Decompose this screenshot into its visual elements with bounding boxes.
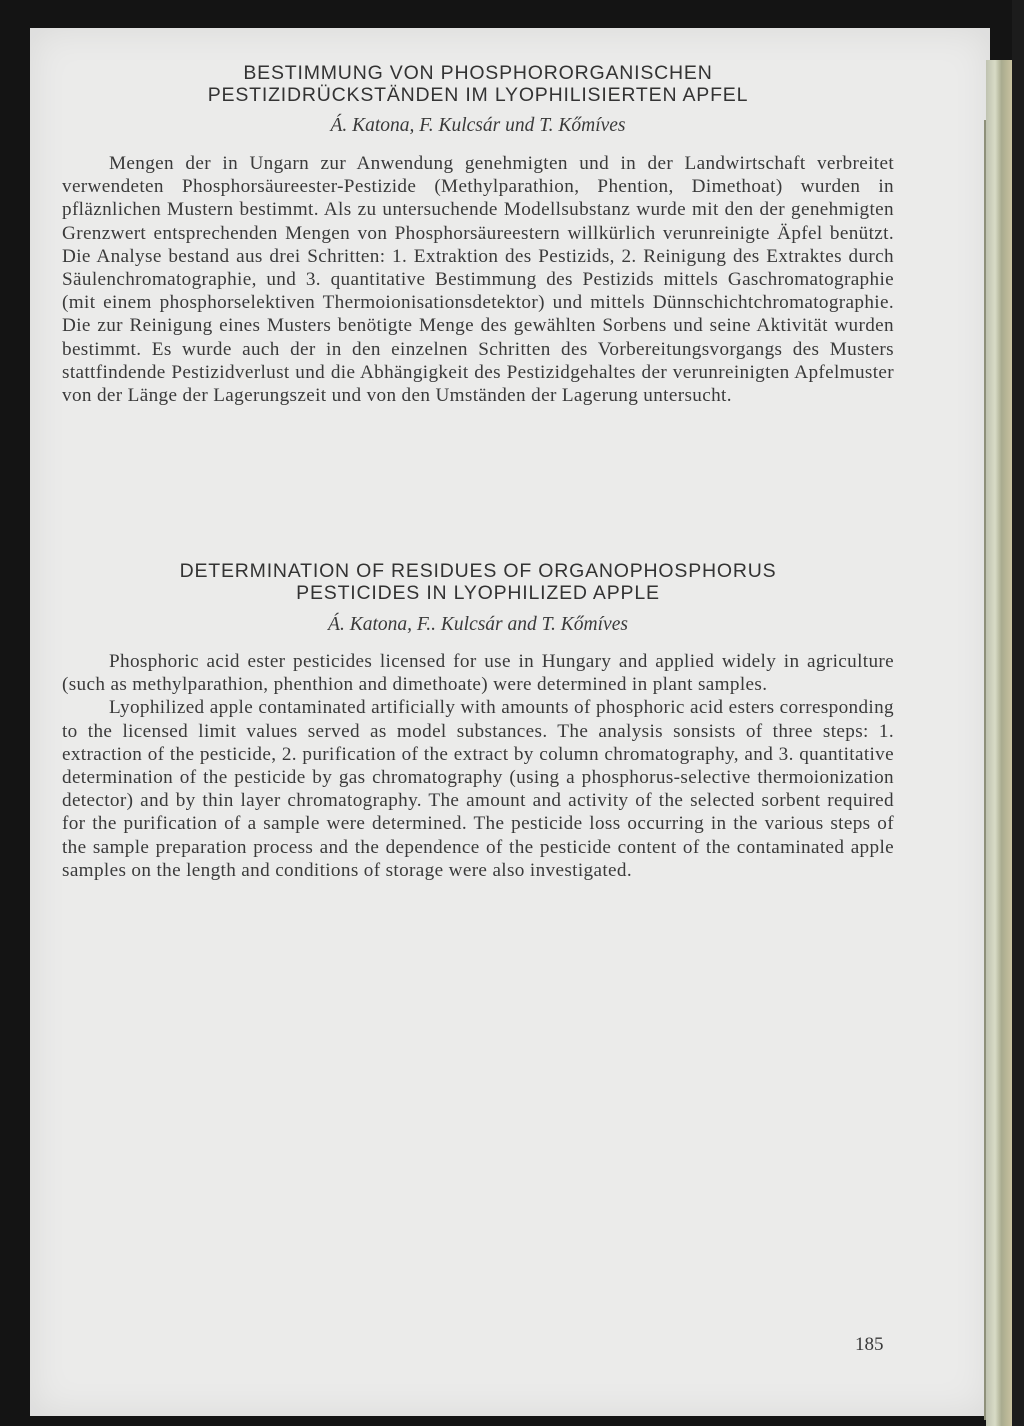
english-paragraph-1: Phosphoric acid ester pesticides licensed for use in Hungary and applied widely in agriculture (such as methylparathion, phenthion and dimethoate) were determined in plant samples. bbox=[62, 651, 894, 696]
english-title bbox=[62, 560, 894, 604]
german-title-line1: BESTIMMUNG VON PHOSPHORORGANISCHEN bbox=[243, 62, 713, 84]
german-abstract: Mengen der in Ungarn zur Anwendung genehmigten und in der Landwirtschaft verbreitet verwendeten Phosphorsäureester-Pestizide (Methylparathion, Phention, Dimethoat) wurden in pfläznlichen Mustern bestimmt. Als zu untersuchende Modellsubstanz wurde mit den der genehmigten Grenzwert entsprechenden Mengen von Phosphorsäureestern willkürlich verunreinigte Äpfel benützt. Die Analyse bestand aus drei Schritten: 1. Extraktion des Pestizids, 2. Reinigung des Extraktes durch Säulenchromatographie, und 3. quantitative Bestimmung des Pestizids mittels Gaschromatographie (mit einem phosphorselektiven Thermoionisationsdetektor) und mittels Dünnschichtchromatographie. Die zur Reinigung eines Musters benötigte Menge des gewählten Sorbens und seine Aktivität wurden bestimmt. Es wurde auch der in den einzelnen Schritten des Vorbereitungsvorgangs des Musters stattfindende Pestizidverlust und die Abhängigkeit des Pestizidgehaltes der verunreinigten Apfelmuster von der Länge der Lagerungszeit und von den Umständen der Lagerung untersucht. bbox=[62, 153, 894, 407]
german-authors: Á. Katona, F. Kulcsár und T. Kőmíves bbox=[330, 115, 626, 136]
english-title-line2: PESTICIDES IN LYOPHILIZED APPLE bbox=[296, 582, 660, 604]
spine-line bbox=[984, 120, 986, 1420]
german-title bbox=[62, 62, 894, 106]
german-section bbox=[62, 62, 894, 407]
english-authors: Á. Katona, F.. Kulcsár and T. Kőmíves bbox=[328, 614, 628, 635]
english-paragraph-2: Lyophilized apple contaminated artificially with amounts of phosphoric acid esters corresponding to the licensed limit values served as model substances. The analysis sonsists of three steps: 1. extraction of the pesticide, 2. purification of the extract by column chromatography, and 3. quantitative determination of the pesticide by gas chromatography (using a phosphorus-selective thermoionization detector) and by thin layer chromatography. The amount and activity of the selected sorbent required for the purification of a sample were determined. The pesticide loss occurring in the various steps of the sample preparation process and the dependence of the pesticide content of the contaminated apple samples on the length and conditions of storage were also investigated. bbox=[62, 697, 894, 881]
german-title-line2: PESTIZIDRÜCKSTÄNDEN IM LYOPHILISIERTEN APFEL bbox=[207, 84, 749, 106]
page-content bbox=[62, 62, 894, 881]
scan-border-right bbox=[1012, 0, 1024, 1426]
page-number: 185 bbox=[855, 1334, 884, 1355]
english-title-line1: DETERMINATION OF RESIDUES OF ORGANOPHOSPHORUS bbox=[179, 560, 777, 582]
page-edge bbox=[986, 60, 1012, 1426]
english-section bbox=[62, 560, 894, 882]
